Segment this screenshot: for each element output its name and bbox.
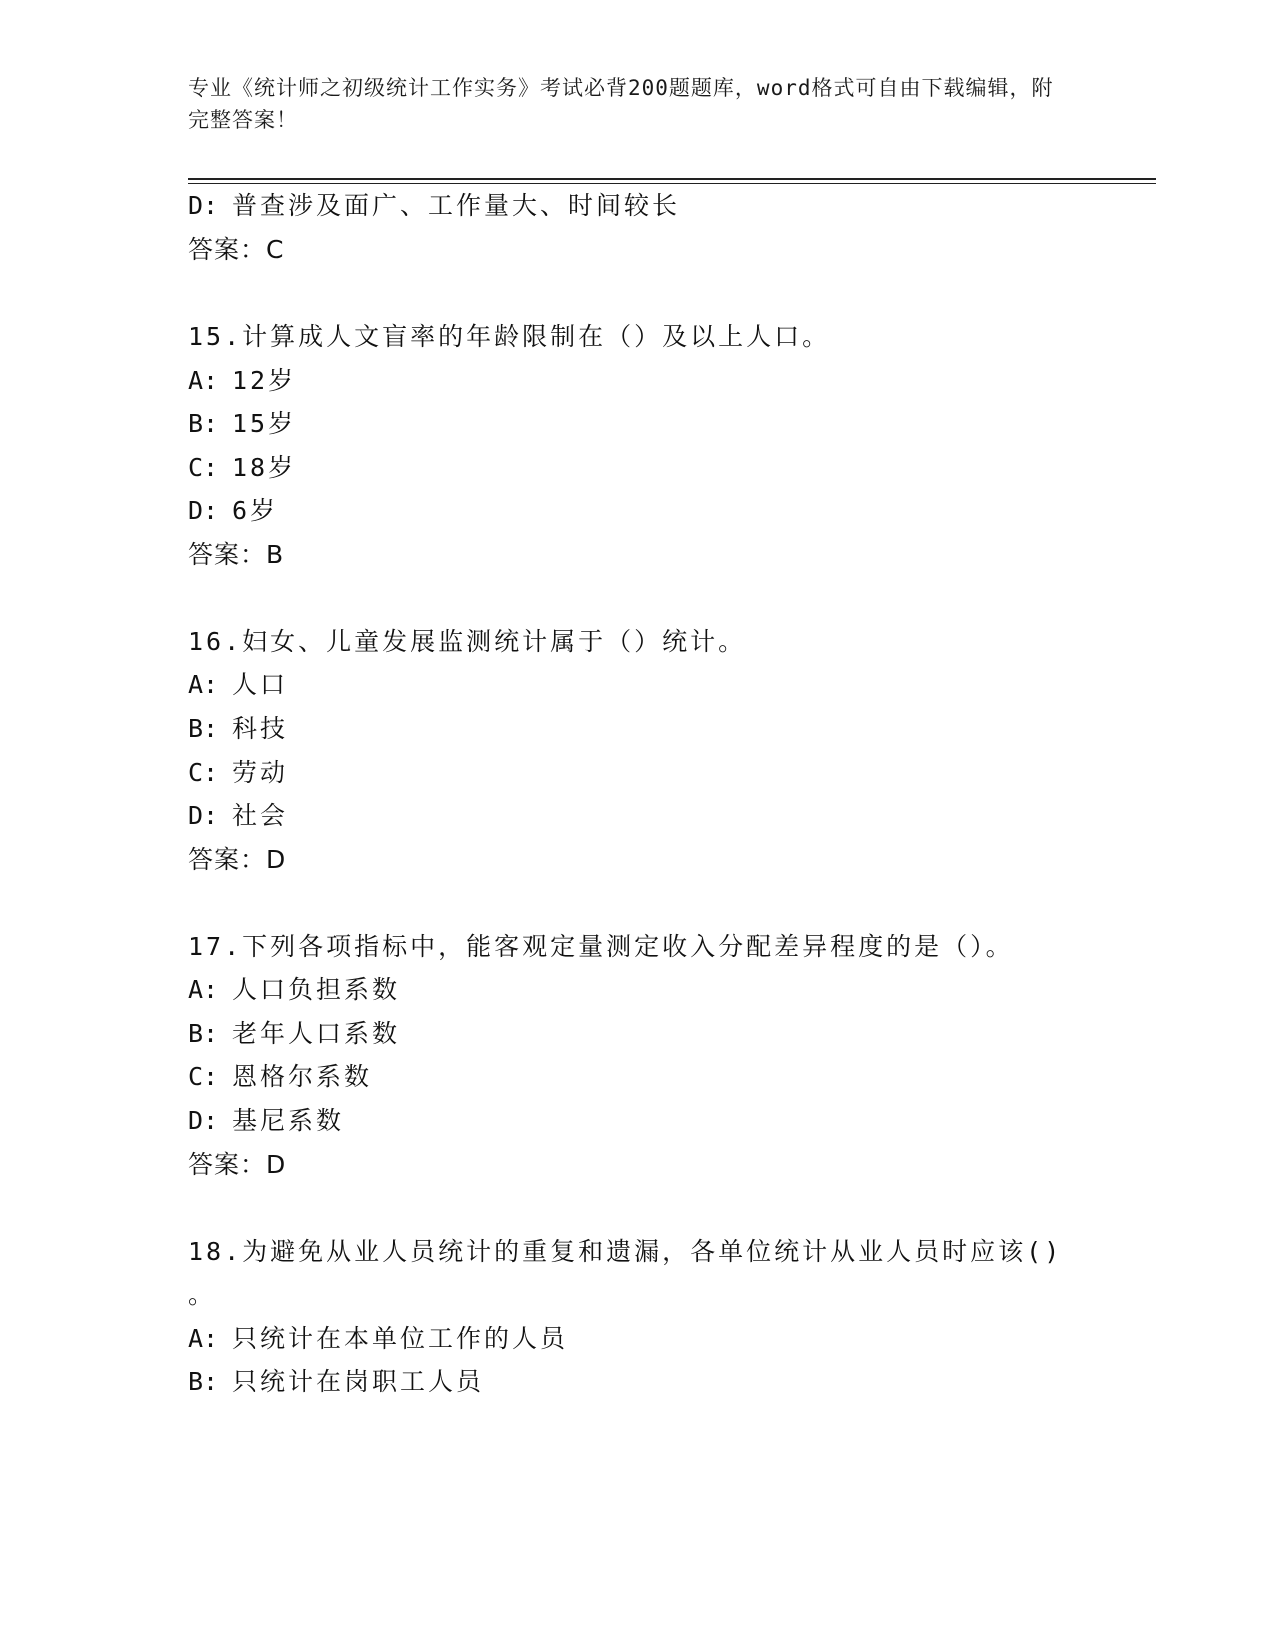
- option-key: B:: [188, 1367, 219, 1396]
- option-text: 劳动: [232, 758, 289, 787]
- answer-line: 答案：C: [188, 235, 285, 264]
- option-text: 基尼系数: [232, 1106, 345, 1135]
- option-key: A:: [188, 1324, 219, 1353]
- question-stem: 18.为避免从业人员统计的重复和遗漏，各单位统计从业人员时应该(): [188, 1237, 1063, 1266]
- option-b: [188, 1018, 400, 1050]
- option-key: C:: [188, 758, 219, 787]
- option-d: [188, 495, 278, 527]
- option-d: [188, 1105, 344, 1137]
- option-text: 恩格尔系数: [232, 1062, 373, 1091]
- option-key: C:: [188, 1062, 219, 1091]
- option-b: [188, 713, 288, 745]
- option-b: [188, 1366, 484, 1398]
- option-text: 只统计在本单位工作的人员: [232, 1324, 569, 1353]
- option-key: D:: [188, 191, 219, 220]
- document-header: 专业《统计师之初级统计工作实务》考试必背200题题库，word格式可自由下载编辑，附完整答案！: [188, 76, 1054, 132]
- header-divider-thick: [188, 178, 1156, 180]
- option-a: [188, 365, 296, 397]
- option-text: 6岁: [232, 496, 279, 525]
- option-key: A:: [188, 975, 219, 1004]
- option-text: 只统计在岗职工人员: [232, 1367, 485, 1396]
- option-key: A:: [188, 366, 219, 395]
- answer-line: 答案：B: [188, 540, 285, 569]
- option-text: 社会: [232, 801, 289, 830]
- option-key: B:: [188, 714, 219, 743]
- option-d: [188, 800, 288, 832]
- option-text: 人口: [232, 670, 289, 699]
- option-text: 普查涉及面广、工作量大、时间较长: [232, 191, 681, 220]
- option-key: D:: [188, 801, 219, 830]
- option-a: [188, 669, 288, 701]
- question-stem: 17.下列各项指标中，能客观定量测定收入分配差异程度的是（）。: [188, 932, 1014, 961]
- answer-line: 答案：D: [188, 1150, 287, 1179]
- option-key: D:: [188, 1106, 219, 1135]
- option-a: [188, 1323, 568, 1355]
- option-c: [188, 452, 296, 484]
- option-text: 18岁: [232, 453, 297, 482]
- option-a: [188, 974, 400, 1006]
- question-stem: 16.妇女、儿童发展监测统计属于（）统计。: [188, 627, 747, 656]
- option-key: A:: [188, 670, 219, 699]
- option-key: D:: [188, 496, 219, 525]
- option-text: 老年人口系数: [232, 1019, 401, 1048]
- option-text: 人口负担系数: [232, 975, 401, 1004]
- question-stem: 15.计算成人文盲率的年龄限制在（）及以上人口。: [188, 322, 831, 351]
- option-text: 12岁: [232, 366, 297, 395]
- option-b: [188, 408, 296, 440]
- header-divider-thin: [188, 183, 1156, 184]
- option-key: B:: [188, 1019, 219, 1048]
- option-c: [188, 757, 288, 789]
- question-stem-continuation: 。: [188, 1280, 217, 1309]
- option-d: [188, 190, 680, 222]
- option-text: 科技: [232, 714, 289, 743]
- option-c: [188, 1061, 372, 1093]
- option-text: 15岁: [232, 409, 297, 438]
- option-key: B:: [188, 409, 219, 438]
- option-key: C:: [188, 453, 219, 482]
- answer-line: 答案：D: [188, 845, 287, 874]
